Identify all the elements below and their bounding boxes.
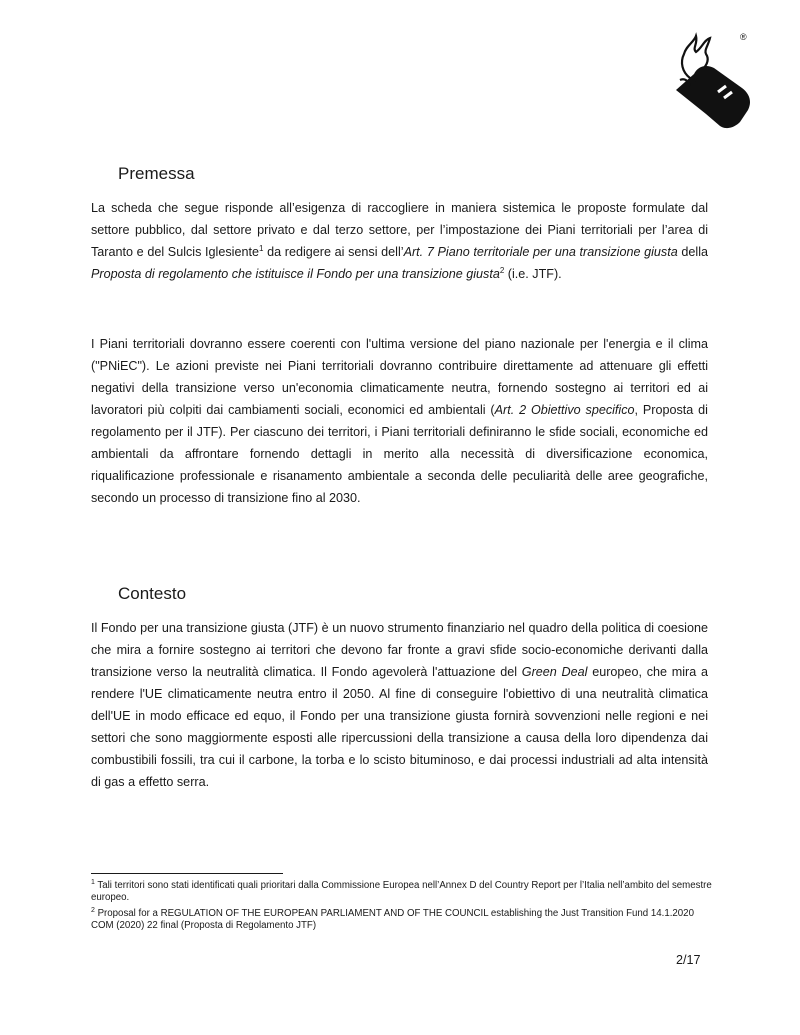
heading-contesto: Contesto [118, 584, 187, 603]
page-number: 2/17 [676, 953, 701, 967]
premessa-paragraph-2: I Piani territoriali dovranno essere coerenti con l'ultima versione del piano nazionale per l'energia e il clima ("PNiEC"). Le azioni previste nei Piani territoriali dovranno contribuire direttamente ad attenuare gli effetti negativi della transizione verso un'economia climaticamente neutra, fornendo sostegno ai territori ed ai lavoratori più colpiti dai cambiamenti sociali, economici ed ambientali (Art. 2 Obiettivo specifico, Proposta di regolamento per il JTF). Per ciascuno dei territori, i Piani territoriali definiranno le sfide sociali, economiche ed ambientali da affrontare fornendo dettagli in merito alla necessità di diversificazione economica, riqualificazione professionale e risanamento ambientale a seconda delle peculiarità delle aree geografiche, secondo un processo di transizione fino al 2030. [91, 337, 708, 505]
footnote-1: $^1$ Tali territori sono stati identificati quali prioritari dalla Commissione Europea nell’Annex D del Country Report per l’Italia nell’ambito del semestre europeo. [91, 879, 712, 903]
heading-premessa: Premessa [118, 164, 195, 183]
footnote-separator [91, 873, 283, 874]
footnote-ref-1[interactable]: 1 [258, 244, 264, 253]
footnote-2: $^2$ Proposal for a REGULATION OF THE EUROPEAN PARLIAMENT AND OF THE COUNCIL establishing the Just Transition Fund 14.1.2020 COM (2020) 22 final (Proposta di Regolamento JTF) [91, 907, 694, 931]
footnote-ref-2[interactable]: 2 [499, 266, 505, 275]
brand-logo [668, 26, 752, 134]
premessa-paragraph-1: La scheda che segue risponde all’esigenza di raccogliere in maniera sistemica le proposte formulate dal settore pubblico, dal settore privato e dal terzo settore, per l’impostazione dei Piani territoriali per l’area di Taranto e del Sulcis Iglesiente$^1$ da redigere ai sensi dell’Art. 7 Piano territoriale per una transizione giusta della Proposta di regolamento che istituisce il Fondo per una transizione giusta$^2$ (i.e. JTF). [91, 201, 709, 281]
registered-mark: ® [740, 32, 747, 42]
contesto-paragraph-1: Il Fondo per una transizione giusta (JTF) è un nuovo strumento finanziario nel quadro della politica di coesione che mira a fornire sostegno ai territori che devono far fronte a gravi sfide socio-economiche derivanti dalla transizione verso la neutralità climatica. Il Fondo agevolerà l'attuazione del Green Deal europeo, che mira a rendere l'UE climaticamente neutra entro il 2050. Al fine di conseguire l'obiettivo di una neutralità climatica dell'UE in modo efficace ed equo, il Fondo per una transizione giusta fornirà sovvenzioni nelle regioni e nei settori che sono maggiormente esposti alle ripercussioni della transizione a causa della loro dipendenza dai combustibili fossili, tra cui il carbone, la torba e lo scisto bituminoso, e dai processi industriali ad alta intensità di gas a effetto serra. [91, 621, 709, 789]
brand-mark-icon [676, 36, 750, 128]
